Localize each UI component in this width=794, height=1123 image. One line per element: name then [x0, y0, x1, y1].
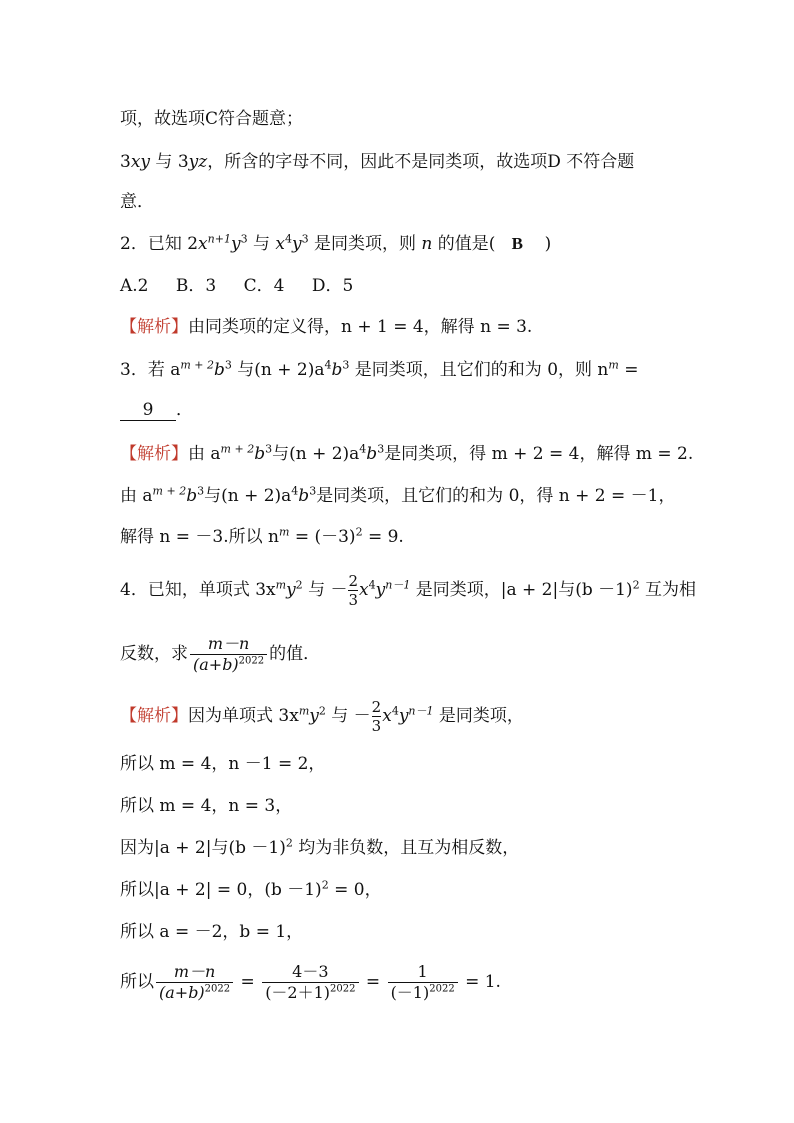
text: 与 －	[302, 580, 348, 600]
exponent: 3	[240, 232, 248, 246]
question-4-line-2	[120, 634, 320, 675]
var: x	[359, 580, 369, 600]
text: 因为单项式 3x	[188, 706, 299, 726]
text: 3．若 a	[120, 360, 181, 380]
var: b	[214, 360, 225, 380]
exponent: 4	[391, 704, 399, 718]
answer: B	[511, 234, 523, 253]
option-b: B．3	[175, 276, 217, 296]
denominator: 3	[371, 717, 382, 735]
question-2	[120, 232, 551, 256]
var: y	[398, 706, 409, 726]
denominator: 3	[348, 591, 359, 609]
text: 与	[252, 234, 270, 254]
numerator: 1	[417, 962, 428, 981]
text: (－2＋1)	[265, 983, 331, 1002]
question-4-analysis-5	[120, 878, 382, 902]
exponent: 2022	[330, 983, 356, 995]
text: 与(n + 2)a	[204, 486, 292, 506]
var: b	[298, 486, 310, 506]
text: = 1.	[459, 972, 501, 992]
var: b	[331, 360, 343, 380]
text: 与 3	[150, 152, 189, 172]
exponent: m	[275, 578, 287, 592]
fraction-2	[262, 962, 358, 1003]
text: 是同类项，且它们的和为 0，则 n	[349, 360, 609, 380]
fraction-two-thirds	[348, 572, 358, 609]
text: 是同类项，	[433, 706, 524, 726]
text: ，所含的字母不同，因此不是同类项，故选项D 不符合题	[207, 152, 635, 172]
question-3-analysis-2	[120, 484, 676, 508]
text: (a+b)	[159, 983, 205, 1002]
exponent: 3	[301, 232, 309, 246]
question-3-answer-line	[120, 398, 193, 422]
text: 4．已知，单项式 3x	[120, 580, 276, 600]
question-4-analysis-2	[120, 752, 325, 776]
numerator: m－n	[207, 634, 250, 653]
var: y	[286, 580, 296, 600]
numerator: m－n	[173, 962, 216, 981]
exponent: 4	[291, 484, 299, 498]
analysis-tag: 【解析】	[120, 706, 188, 726]
denominator	[388, 982, 458, 1003]
text: 与(n + 2)a	[231, 360, 325, 380]
text: 是同类项，且它们的和为 0，得 n + 2 = －1，	[316, 486, 676, 506]
analysis-tag: 【解析】	[120, 317, 188, 337]
exponent: m + 2	[152, 484, 187, 498]
question-4-analysis-6	[120, 920, 303, 944]
text: 项，故选项C符合题意；	[120, 109, 304, 129]
numerator: 2	[348, 572, 359, 590]
exponent: 2	[318, 704, 326, 718]
fraction-two-thirds	[372, 698, 382, 735]
text: 是同类项，则	[313, 234, 416, 254]
text: =	[235, 972, 261, 992]
text: 所以 m = 4，n －1 = 2，	[120, 754, 326, 774]
text: 所以 a = －2，b = 1，	[120, 922, 304, 942]
option-d: D．5	[311, 276, 354, 296]
text: (a+b)	[193, 655, 239, 674]
var: y	[291, 234, 302, 254]
option-a: A.2	[120, 276, 149, 296]
denominator	[156, 982, 233, 1003]
var: x	[198, 234, 208, 254]
text: 所以 m = 4，n = 3，	[120, 796, 293, 816]
denominator	[190, 654, 267, 675]
text: 所以|a + 2| = 0，(b －1)	[120, 880, 322, 900]
text: (－1)	[390, 983, 430, 1002]
exponent: 2	[285, 836, 293, 850]
exponent: m	[608, 358, 619, 372]
var: y	[375, 580, 386, 600]
exponent: 3	[309, 484, 317, 498]
text-line-3	[120, 190, 154, 214]
option-c: C．4	[243, 276, 285, 296]
text-line-2	[120, 150, 634, 174]
question-3-analysis-3	[120, 525, 404, 549]
question-2-analysis	[120, 315, 532, 339]
text: ．	[176, 400, 193, 420]
exponent: n－1	[385, 578, 411, 592]
exponent: 4	[284, 232, 292, 246]
exponent: 2	[355, 525, 363, 539]
exponent: m + 2	[220, 442, 255, 456]
var: y	[230, 234, 241, 254]
denominator	[262, 982, 358, 1003]
answer-blank: 9	[120, 400, 176, 421]
text: 是同类项，|a + 2|与(b －1)	[410, 580, 633, 600]
exponent: 2022	[238, 655, 265, 667]
text: )	[544, 234, 552, 254]
exponent: 3	[197, 484, 205, 498]
question-4	[120, 572, 696, 609]
var: x	[382, 706, 392, 726]
numerator: 4－3	[292, 962, 329, 981]
text: 与(n + 2)a	[272, 444, 360, 464]
text: 由 a	[120, 486, 153, 506]
exponent: 2	[632, 578, 640, 592]
var: b	[254, 444, 266, 464]
text: 所以	[120, 972, 154, 992]
exponent: 2	[295, 578, 303, 592]
exponent: 4	[368, 578, 376, 592]
analysis-tag: 【解析】	[120, 444, 188, 464]
numerator: 2	[371, 698, 382, 716]
text: 的值．	[269, 644, 321, 664]
text: 互为相	[639, 580, 696, 600]
text: 解得 n = －3.所以 n	[120, 527, 279, 547]
var: xy	[130, 152, 151, 172]
text: 2．已知 2	[120, 234, 199, 254]
text: 因为|a + 2|与(b －1)	[120, 838, 286, 858]
var: b	[366, 444, 378, 464]
exponent: n+1	[207, 232, 231, 246]
exponent: 3	[224, 358, 232, 372]
question-3-analysis-1	[120, 442, 693, 466]
exponent: m	[298, 704, 310, 718]
exponent: m	[278, 525, 290, 539]
text: 意．	[120, 192, 154, 212]
var: n	[421, 234, 433, 254]
var: y	[309, 706, 319, 726]
fraction-expression	[190, 634, 267, 675]
exponent: 2022	[429, 983, 455, 995]
text: 3	[120, 152, 131, 172]
text: = 9.	[362, 527, 404, 547]
text: 由 a	[188, 444, 221, 464]
fraction-1	[156, 962, 233, 1003]
text: = (－3)	[289, 527, 356, 547]
exponent: 2	[321, 878, 329, 892]
text-line-1	[120, 107, 303, 131]
question-4-analysis-7	[120, 962, 501, 1003]
exponent: 3	[342, 358, 350, 372]
question-2-options	[120, 274, 375, 298]
exponent: 3	[265, 442, 273, 456]
fraction-3	[388, 962, 458, 1003]
exponent: n－1	[408, 704, 434, 718]
text: 反数，求	[120, 644, 188, 664]
exponent: m + 2	[180, 358, 214, 372]
exponent: 3	[377, 442, 385, 456]
var: b	[186, 486, 198, 506]
text: 均为非负数，且互为相反数，	[292, 838, 520, 858]
question-3	[120, 358, 638, 382]
var: x	[275, 234, 285, 254]
question-4-analysis-1	[120, 698, 524, 735]
question-4-analysis-4	[120, 836, 519, 860]
text: 由同类项的定义得，n + 1 = 4，解得 n = 3.	[188, 317, 533, 337]
var: yz	[188, 152, 208, 172]
text: =	[618, 360, 639, 380]
exponent: 4	[359, 442, 367, 456]
exponent: 2022	[204, 983, 231, 995]
text: 的值是(	[432, 234, 496, 254]
text: =	[360, 972, 386, 992]
text: 是同类项，得 m + 2 = 4，解得 m = 2.	[384, 444, 694, 464]
exponent: 4	[324, 358, 332, 372]
text: 与 －	[325, 706, 371, 726]
text: = 0，	[328, 880, 382, 900]
question-4-analysis-3	[120, 794, 292, 818]
